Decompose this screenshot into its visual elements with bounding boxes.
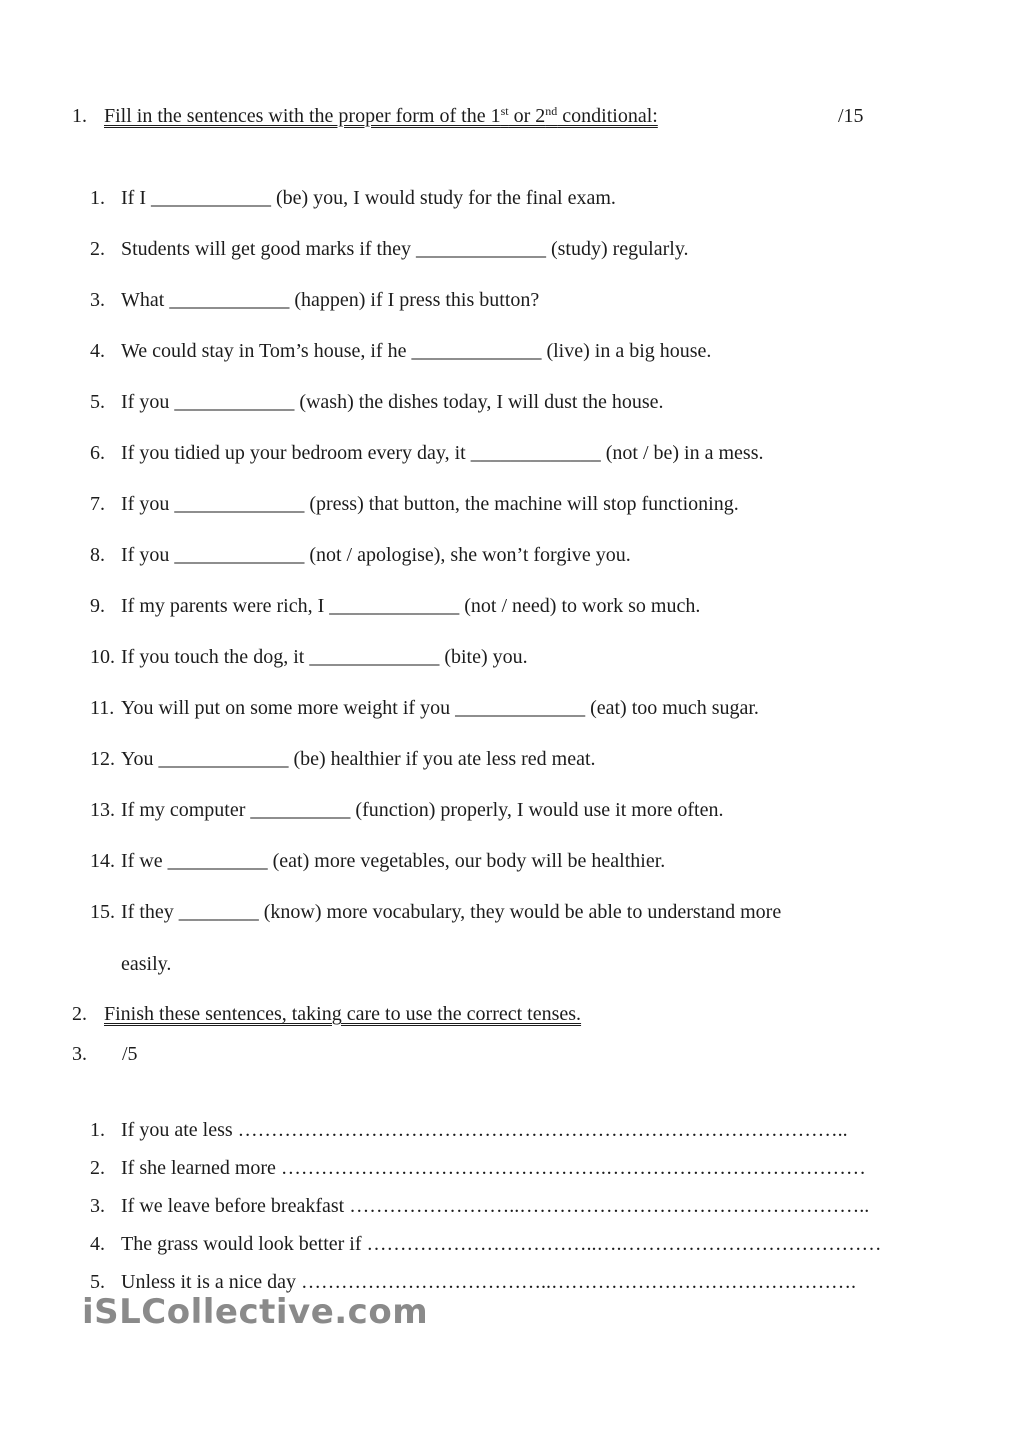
answer-blank[interactable]: __________ [250,799,351,821]
completion-item [90,1270,856,1294]
exercise-item [90,849,665,873]
item-number: 15. [90,901,115,923]
answer-blank[interactable]: _____________ [329,595,460,617]
exercise-item [90,186,616,210]
section3-number: 3. [72,1043,87,1065]
item-number: 8. [90,544,105,566]
item-text-before: If they [121,901,174,923]
answer-blank[interactable]: _____________ [415,238,546,260]
answer-blank[interactable]: __________ [167,850,268,872]
exercise-item [90,339,711,363]
section1-instruction: Fill in the sentences with the proper form of the 1st or 2nd conditional: [104,104,658,127]
exercise-item [90,288,539,312]
item-text-before: Students will get good marks if they [121,238,411,260]
completion-item [90,1194,869,1218]
item-number: 6. [90,442,105,464]
item-number: 2. [90,238,105,260]
item-text-before: You will put on some more weight if you [121,697,451,719]
item-number: 10. [90,646,115,668]
item-text-after: (bite) you. [444,646,528,668]
answer-blank[interactable]: _____________ [174,493,305,515]
answer-blank[interactable]: _____________ [411,340,542,362]
completion-item [90,1118,848,1142]
completion-text[interactable]: If she learned more ………………………………………….………………………………… [121,1157,866,1179]
item-text-after: (live) in a big house. [546,340,712,362]
exercise-item [90,492,739,516]
item-text-after: (press) that button, the machine will stop functioning. [309,493,739,515]
item-text-before: If you tidied up your bedroom every day, it [121,442,466,464]
exercise-item [90,747,596,771]
item-number: 4. [90,340,105,362]
answer-blank[interactable]: _____________ [309,646,440,668]
item-number: 5. [90,1271,105,1293]
item-number: 14. [90,850,115,872]
item-text-before: If you [121,391,170,413]
item-text-after: (not / be) in a mess. [605,442,764,464]
item-text-after: (eat) too much sugar. [590,697,759,719]
section1-score: /15 [838,105,864,127]
item-text-after: (function) properly, I would use it more often. [355,799,724,821]
item-text-after: (study) regularly. [550,238,689,260]
item-number: 3. [90,1195,105,1217]
item-text-after: (know) more vocabulary, they would be able to understand more [263,901,782,923]
exercise-item [90,441,763,465]
item-text-before: You [121,748,154,770]
item-number: 4. [90,1233,105,1255]
item-number: 1. [90,187,105,209]
exercise-item [90,237,689,261]
answer-blank[interactable]: ________ [178,901,259,923]
item-text-before: If my parents were rich, I [121,595,325,617]
completion-item [90,1232,882,1256]
item-number: 13. [90,799,115,821]
item-text-after: (happen) if I press this button? [294,289,540,311]
item-text-before: If you [121,544,170,566]
item-text-before: If I [121,187,146,209]
answer-blank[interactable]: _____________ [455,697,586,719]
item-text-before: What [121,289,165,311]
completion-item [90,1156,866,1180]
item-text-before: If you touch the dog, it [121,646,305,668]
item-number: 12. [90,748,115,770]
completion-text[interactable]: The grass would look better if ……………………………..….………………………………… [121,1233,882,1255]
completion-text[interactable]: Unless it is a nice day ………………………………..………………………………………. [121,1271,856,1293]
item-text-after: (wash) the dishes today, I will dust the house. [299,391,664,413]
item-15-continuation: easily. [121,953,172,975]
section2-number: 2. [72,1003,87,1025]
item-number: 9. [90,595,105,617]
section1-number: 1. [72,105,87,127]
exercise-item [90,900,781,924]
item-text-before: If we [121,850,163,872]
exercise-item [90,390,664,414]
answer-blank[interactable]: _____________ [174,544,305,566]
completion-text[interactable]: If you ate less ……………………………………………………………………………….. [121,1119,848,1141]
item-number: 5. [90,391,105,413]
answer-blank[interactable]: _____________ [470,442,601,464]
islcollective-watermark: iSLCollective.com [82,1292,429,1332]
answer-blank[interactable]: ____________ [150,187,271,209]
exercise-item [90,594,700,618]
item-number: 11. [90,697,115,719]
exercise-item [90,645,528,669]
answer-blank[interactable]: _____________ [158,748,289,770]
item-text-before: If my computer [121,799,246,821]
item-number: 3. [90,289,105,311]
section3-score: /5 [122,1043,138,1065]
section2-instruction: Finish these sentences, taking care to use the correct tenses. [104,1003,582,1025]
item-text-after: (not / need) to work so much. [464,595,701,617]
item-number: 1. [90,1119,105,1141]
completion-text[interactable]: If we leave before breakfast ……………………..…………………………………………….. [121,1195,870,1217]
item-text-after: (be) healthier if you ate less red meat. [293,748,596,770]
item-text-before: We could stay in Tom’s house, if he [121,340,407,362]
item-text-after: (be) you, I would study for the final exam. [275,187,616,209]
answer-blank[interactable]: ____________ [174,391,295,413]
item-number: 2. [90,1157,105,1179]
item-number: 7. [90,493,105,515]
item-text-before: If you [121,493,170,515]
exercise-item [90,696,759,720]
exercise-item [90,543,631,567]
item-text-after: (eat) more vegetables, our body will be healthier. [272,850,666,872]
exercise-item [90,798,723,822]
item-text-after: (not / apologise), she won’t forgive you. [309,544,631,566]
answer-blank[interactable]: ____________ [169,289,290,311]
